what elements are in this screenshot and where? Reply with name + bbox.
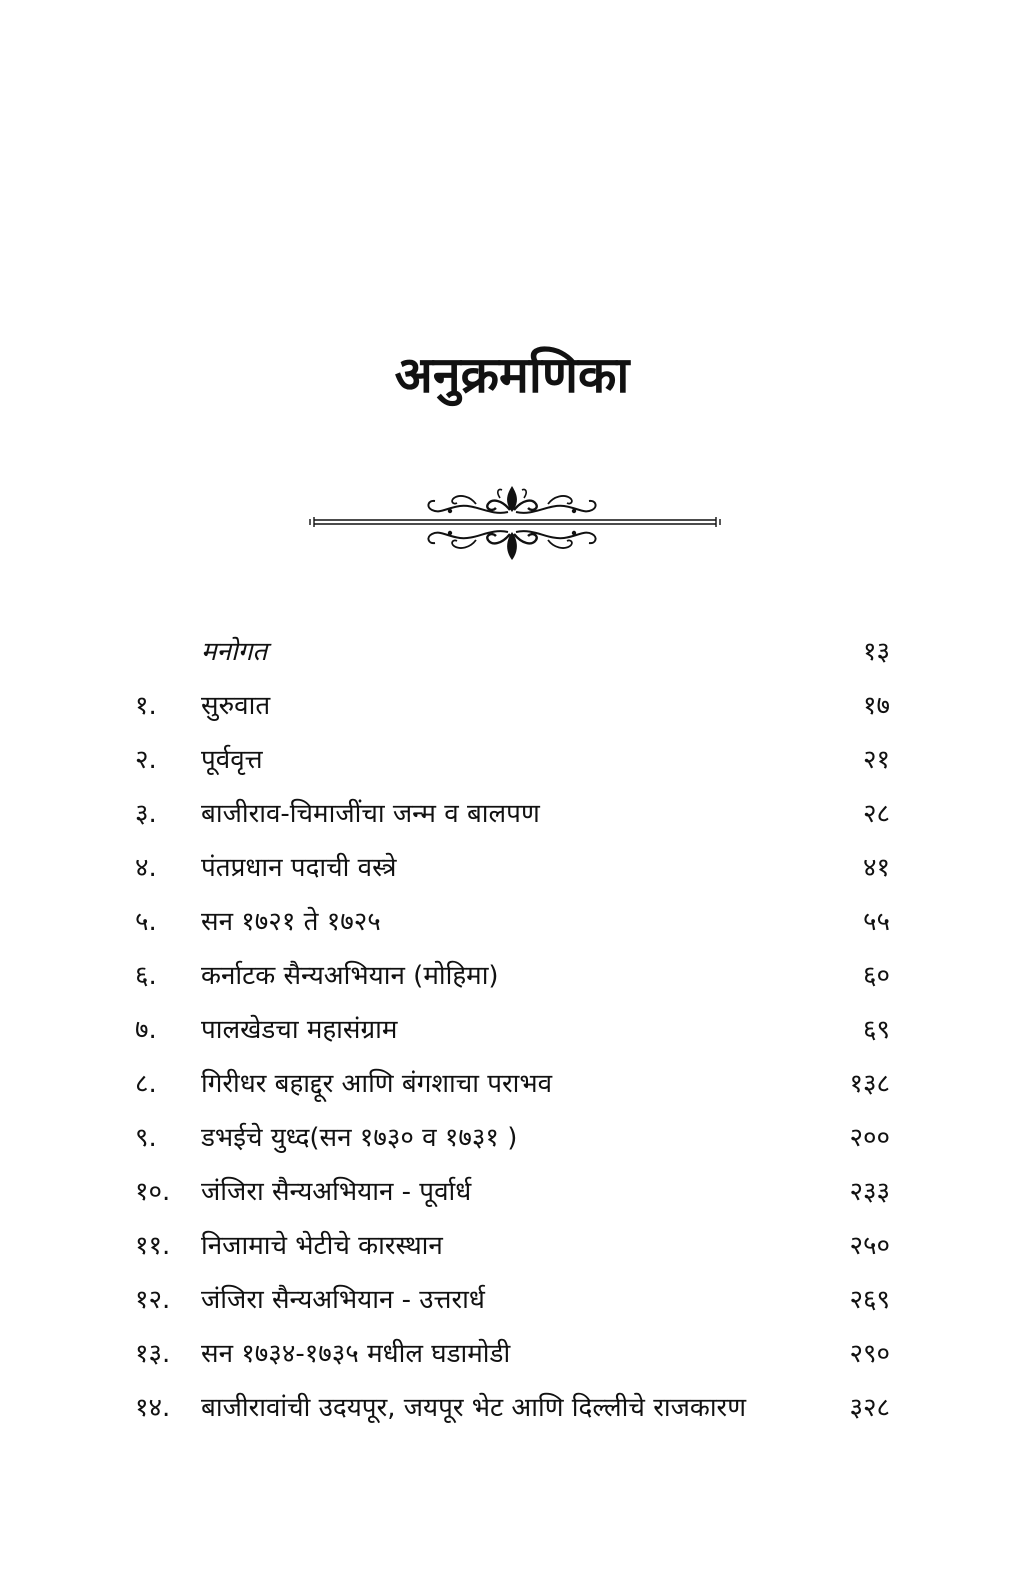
toc-entry-page: ६० [862, 961, 890, 991]
toc-entry-title: पालखेडचा महासंग्राम [201, 1015, 398, 1045]
toc-entry-page: २०० [849, 1123, 890, 1153]
toc-entry-page: १७ [862, 691, 890, 721]
toc-entry-page: ६९ [862, 1015, 890, 1045]
toc-entry-page: १३८ [849, 1069, 890, 1099]
toc-entry-page: २५० [849, 1231, 890, 1261]
ornamental-flourish-divider-icon [300, 480, 730, 566]
toc-entry [135, 1273, 890, 1327]
toc-entry-title: सन १७३४-१७३५ मधील घडामोडी [201, 1339, 511, 1369]
toc-entry [135, 841, 890, 895]
toc-entry [135, 1327, 890, 1381]
toc-entry-number: १. [135, 691, 157, 721]
toc-entry-title: निजामाचे भेटीचे कारस्थान [201, 1231, 443, 1261]
toc-entry-title: कर्नाटक सैन्यअभियान (मोहिमा) [201, 961, 499, 991]
toc-entry-title: गिरीधर बहाद्दूर आणि बंगशाचा पराभव [201, 1069, 553, 1099]
toc-entry-number: ७. [135, 1015, 157, 1045]
toc-entry-title: जंजिरा सैन्यअभियान - पूर्वार्ध [201, 1177, 472, 1207]
table-of-contents [135, 625, 890, 1435]
toc-entry-number: १२. [135, 1285, 171, 1315]
toc-entry-title: जंजिरा सैन्यअभियान - उत्तरार्ध [201, 1285, 485, 1315]
toc-entry-page: २९० [849, 1339, 890, 1369]
toc-entry-page: २८ [862, 799, 890, 829]
toc-entry-page: २३३ [849, 1177, 890, 1207]
toc-entry-number: ९. [135, 1123, 157, 1153]
toc-entry-number: १४. [135, 1393, 171, 1423]
toc-entry [135, 1381, 890, 1435]
toc-entry-page: ५५ [862, 907, 890, 937]
toc-entry [135, 733, 890, 787]
toc-entry-page: २१ [862, 745, 890, 775]
toc-entry [135, 1057, 890, 1111]
toc-entry-number: ८. [135, 1069, 157, 1099]
toc-entry-number: १३. [135, 1339, 171, 1369]
toc-entry-title: सन १७२१ ते १७२५ [201, 907, 381, 937]
toc-entry-number: ६. [135, 961, 157, 991]
toc-entry-title: पंतप्रधान पदाची वस्त्रे [201, 853, 397, 883]
toc-entry-page: १३ [862, 637, 890, 667]
toc-entry [135, 1003, 890, 1057]
toc-entry-number: ५. [135, 907, 157, 937]
toc-entry-number: १०. [135, 1177, 171, 1207]
page-title: अनुक्रमणिका [394, 346, 630, 404]
toc-entry-number: २. [135, 745, 157, 775]
toc-entry-title: बाजीरावांची उदयपूर, जयपूर भेट आणि दिल्लीचे राजकारण [201, 1393, 746, 1423]
toc-entry [135, 679, 890, 733]
toc-entry [135, 625, 890, 679]
toc-entry-page: ४१ [862, 853, 890, 883]
toc-entry [135, 1111, 890, 1165]
toc-entry [135, 949, 890, 1003]
toc-entry-title: डभईचे युध्द(सन १७३० व १७३१ ) [201, 1123, 518, 1153]
toc-entry [135, 895, 890, 949]
toc-entry-page: ३२८ [849, 1393, 890, 1423]
toc-entry-number: ४. [135, 853, 157, 883]
toc-entry [135, 1165, 890, 1219]
toc-entry-number: ३. [135, 799, 157, 829]
toc-entry-title: बाजीराव-चिमाजींचा जन्म व बालपण [201, 799, 540, 829]
toc-entry-title: सुरुवात [201, 691, 271, 721]
toc-entry-page: २६९ [849, 1285, 890, 1315]
toc-entry [135, 787, 890, 841]
toc-entry-title: मनोगत [201, 637, 268, 667]
toc-entry [135, 1219, 890, 1273]
toc-entry-number: ११. [135, 1231, 171, 1261]
toc-entry-title: पूर्ववृत्त [201, 745, 263, 775]
